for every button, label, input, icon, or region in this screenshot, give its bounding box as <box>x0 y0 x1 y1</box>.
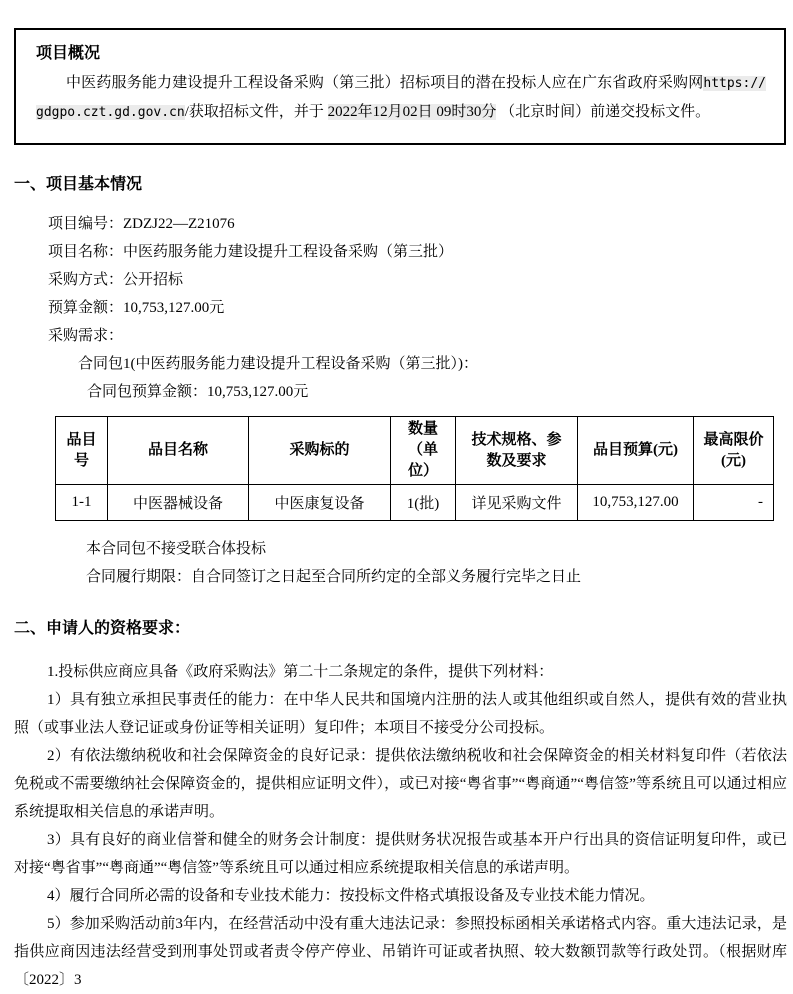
qualification-item-3: 3）具有良好的商业信誉和健全的财务会计制度：提供财务状况报告或基本开户行出具的资信证明复印件，或已对接“粤省事”“粤商通”“粤信签”等系统且可以通过相应系统提取相关信息的承诺声明。 <box>14 832 787 876</box>
qualification-intro: 1.投标供应商应具备《政府采购法》第二十二条规定的条件，提供下列材料： <box>47 664 554 680</box>
no-consortium-note: 本合同包不接受联合体投标 <box>86 541 267 557</box>
overview-paragraph <box>36 69 766 127</box>
qualification-item-4: 4）履行合同所必需的设备和专业技术能力：按投标文件格式填报设备及专业技术能力情况。 <box>47 888 655 904</box>
col-header-item-name: 品目名称 <box>108 417 249 485</box>
contract-package-title: 合同包1(中医药服务能力建设提升工程设备采购（第三批）)： <box>78 356 478 372</box>
procurement-website-url: https://gdgpo.czt.gd.gov.cn <box>36 76 766 120</box>
overview-title: 项目概况 <box>36 45 101 62</box>
overview-mid-text: /获取招标文件，并于 <box>184 104 328 120</box>
col-header-tech-specs: 技术规格、参数及要求 <box>456 417 578 485</box>
col-header-item-budget: 品目预算(元) <box>578 417 694 485</box>
project-number: 项目编号：ZDZJ22—Z21076 <box>48 216 235 232</box>
procurement-method: 采购方式：公开招标 <box>48 272 184 288</box>
contract-package-budget: 合同包预算金额：10,753,127.00元 <box>87 384 309 400</box>
package-notes <box>14 535 787 591</box>
overview-intro-text: 中医药服务能力建设提升工程设备采购（第三批）招标项目的潜在投标人应在广东省政府采购网 <box>66 75 704 91</box>
bid-deadline: 2022年12月02日 09时30分 <box>327 104 497 120</box>
project-name: 项目名称：中医药服务能力建设提升工程设备采购（第三批） <box>48 244 454 260</box>
cell-item-budget: 10,753,127.00 <box>578 485 694 521</box>
contract-period-note: 合同履行期限：自合同签订之日起至合同所约定的全部义务履行完毕之日止 <box>86 569 582 585</box>
budget-amount: 预算金额：10,753,127.00元 <box>48 300 225 316</box>
qualification-item-5: 5）参加采购活动前3年内，在经营活动中没有重大违法记录：参照投标函相关承诺格式内容。重大违法记录，是指供应商因违法经营受到刑事处罚或者责令停产停业、吊销许可证或者执照、较大数额罚款等行政处罚。（根据财库〔2022〕3 <box>14 916 787 988</box>
cell-tech-specs: 详见采购文件 <box>456 485 578 521</box>
cell-item-name: 中医器械设备 <box>108 485 249 521</box>
cell-quantity-unit: 1(批) <box>391 485 456 521</box>
qualification-item-2: 2）有依法缴纳税收和社会保障资金的良好记录：提供依法缴纳税收和社会保障资金的相关材料复印件（若依法免税或不需要缴纳社会保障资金的，提供相应证明文件），或已对接“粤省事”“粤商通”“粤信签”等系统且可以通过相应系统提取相关信息的承诺声明。 <box>14 748 787 820</box>
procurement-demand-label: 采购需求： <box>48 328 124 344</box>
overview-tail-text: （北京时间）前递交投标文件。 <box>496 104 711 120</box>
cell-price-ceiling: - <box>694 485 774 521</box>
section1-heading: 一、项目基本情况 <box>14 176 143 193</box>
table-row <box>56 485 774 521</box>
cell-subject: 中医康复设备 <box>249 485 391 521</box>
col-header-subject: 采购标的 <box>249 417 391 485</box>
cell-item-no: 1-1 <box>56 485 108 521</box>
table-header-row <box>56 417 774 485</box>
col-header-price-ceiling: 最高限价(元) <box>694 417 774 485</box>
qualification-item-1: 1）具有独立承担民事责任的能力：在中华人民共和国境内注册的法人或其他组织或自然人，提供有效的营业执照（或事业法人登记证或身份证等相关证明）复印件；本项目不接受分公司投标。 <box>14 692 787 736</box>
section2-heading: 二、申请人的资格要求： <box>14 620 191 637</box>
col-header-item-no: 品目号 <box>56 417 108 485</box>
items-table <box>55 416 774 521</box>
project-overview-box <box>14 28 786 145</box>
col-header-quantity-unit: 数量（单位） <box>391 417 456 485</box>
